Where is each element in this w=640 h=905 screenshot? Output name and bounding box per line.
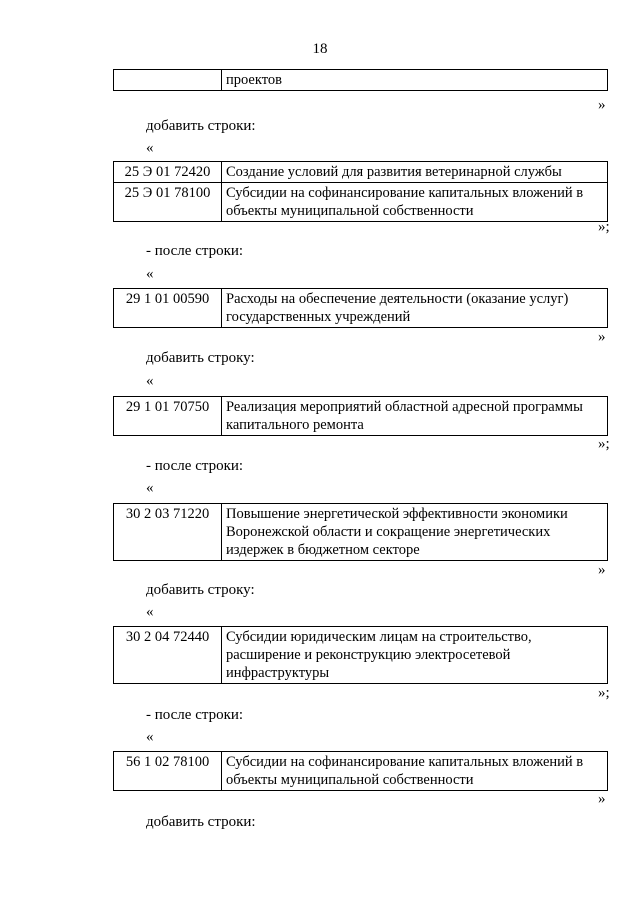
code-table-veterinary (113, 161, 608, 222)
opening-quote: « (146, 604, 154, 620)
instruction-add-rows: добавить строки: (146, 814, 256, 830)
instruction-add-row: добавить строку: (146, 582, 255, 598)
code-table-state-institutions (113, 288, 608, 328)
instruction-after-row: - после строки: (146, 458, 244, 474)
description-cell: Субсидии на софинансирование капитальных вложений в объекты муниципальной собственности (222, 752, 608, 791)
closing-quote: »; (598, 685, 610, 701)
instruction-add-row: добавить строку: (146, 350, 255, 366)
budget-code-cell: 25 Э 01 72420 (114, 162, 222, 183)
description-cell: Повышение энергетической эффективности экономики Воронежской области и сокращение энергетических издержек в бюджетном секторе (222, 504, 608, 561)
code-table-continuation (113, 69, 608, 91)
table-row (114, 752, 608, 791)
instruction-add-rows: добавить строки: (146, 118, 256, 134)
code-table-energy-efficiency (113, 503, 608, 561)
closing-quote: » (598, 329, 606, 345)
closing-quote: »; (598, 436, 610, 452)
table-row (114, 162, 608, 183)
table-row (114, 183, 608, 222)
code-table-capital-repair (113, 396, 608, 436)
description-cell: Реализация мероприятий областной адресной программы капитального ремонта (222, 397, 608, 436)
description-cell: проектов (222, 70, 608, 91)
code-table-municipal-capital (113, 751, 608, 791)
budget-code-cell (114, 70, 222, 91)
description-cell: Субсидии на софинансирование капитальных вложений в объекты муниципальной собственности (222, 183, 608, 222)
page-number: 18 (312, 41, 328, 57)
budget-code-cell: 29 1 01 70750 (114, 397, 222, 436)
instruction-after-row: - после строки: (146, 243, 244, 259)
closing-quote: » (598, 97, 606, 113)
table-row (114, 70, 608, 91)
description-cell: Субсидии юридическим лицам на строительство, расширение и реконструкцию электросетевой инфраструктуры (222, 627, 608, 684)
closing-quote: » (598, 562, 606, 578)
table-row (114, 627, 608, 684)
table-row (114, 289, 608, 328)
budget-code-cell: 56 1 02 78100 (114, 752, 222, 791)
budget-code-cell: 30 2 04 72440 (114, 627, 222, 684)
opening-quote: « (146, 480, 154, 496)
budget-code-cell: 30 2 03 71220 (114, 504, 222, 561)
description-cell: Создание условий для развития ветеринарной службы (222, 162, 608, 183)
budget-code-cell: 25 Э 01 78100 (114, 183, 222, 222)
opening-quote: « (146, 140, 154, 156)
opening-quote: « (146, 266, 154, 282)
instruction-after-row: - после строки: (146, 707, 244, 723)
closing-quote: » (598, 791, 606, 807)
code-table-power-grid (113, 626, 608, 684)
opening-quote: « (146, 729, 154, 745)
table-row (114, 504, 608, 561)
budget-code-cell: 29 1 01 00590 (114, 289, 222, 328)
opening-quote: « (146, 373, 154, 389)
closing-quote: »; (598, 219, 610, 235)
description-cell: Расходы на обеспечение деятельности (оказание услуг) государственных учреждений (222, 289, 608, 328)
table-row (114, 397, 608, 436)
